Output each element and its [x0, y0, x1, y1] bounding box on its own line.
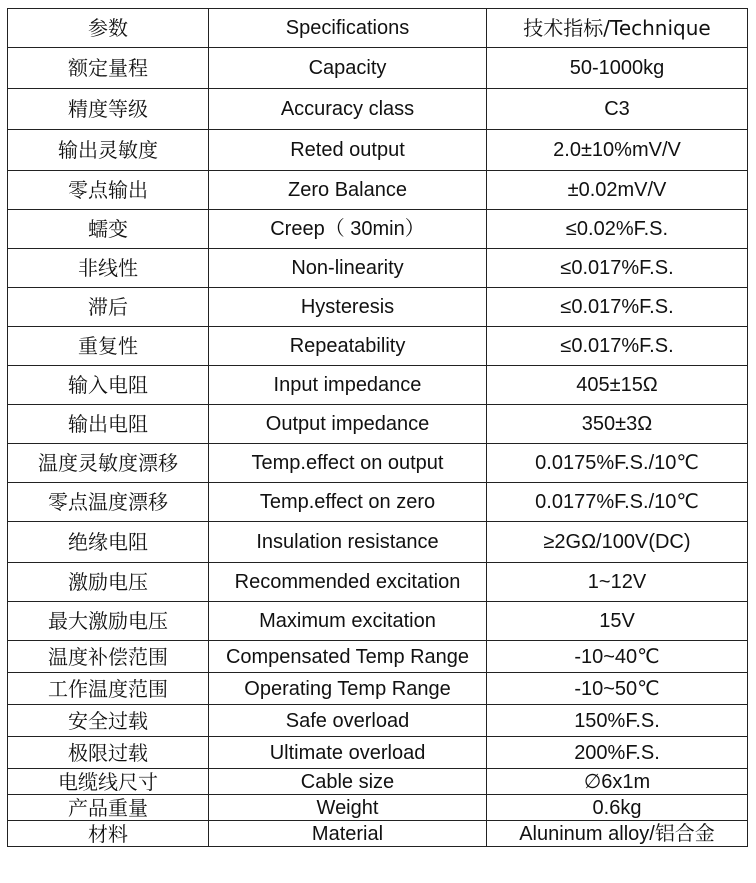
value-cell: -10~40℃ — [487, 641, 748, 673]
value-cell: 200%F.S. — [487, 737, 748, 769]
value-cell: ≤0.02%F.S. — [487, 210, 748, 249]
table-row — [8, 89, 748, 130]
spec-cell: Temp.effect on output — [209, 444, 487, 483]
param-cell: 温度灵敏度漂移 — [8, 444, 209, 483]
value-cell: ≤0.017%F.S. — [487, 249, 748, 288]
value-cell: 1~12V — [487, 563, 748, 602]
table-row — [8, 769, 748, 795]
spec-cell: Non-linearity — [209, 249, 487, 288]
spec-cell: Cable size — [209, 769, 487, 795]
spec-cell: Reted output — [209, 130, 487, 171]
param-cell: 激励电压 — [8, 563, 209, 602]
param-cell: 材料 — [8, 821, 209, 847]
table-row — [8, 795, 748, 821]
param-cell: 安全过载 — [8, 705, 209, 737]
table-row — [8, 602, 748, 641]
param-cell: 滞后 — [8, 288, 209, 327]
param-cell: 温度补偿范围 — [8, 641, 209, 673]
value-cell: 0.6kg — [487, 795, 748, 821]
value-cell: ≥2GΩ/100V(DC) — [487, 522, 748, 563]
value-cell: 15V — [487, 602, 748, 641]
table-row — [8, 821, 748, 847]
table-row — [8, 737, 748, 769]
table-row — [8, 288, 748, 327]
value-cell: 0.0177%F.S./10℃ — [487, 483, 748, 522]
table-row — [8, 366, 748, 405]
table-row — [8, 483, 748, 522]
param-cell: 工作温度范围 — [8, 673, 209, 705]
header-technique: 技术指标/Technique — [487, 9, 748, 48]
spec-table — [7, 8, 748, 847]
param-cell: 输入电阻 — [8, 366, 209, 405]
param-cell: 零点输出 — [8, 171, 209, 210]
param-cell: 产品重量 — [8, 795, 209, 821]
table-row — [8, 673, 748, 705]
spec-cell: Recommended excitation — [209, 563, 487, 602]
param-cell: 重复性 — [8, 327, 209, 366]
param-cell: 最大激励电压 — [8, 602, 209, 641]
value-cell: 2.0±10%mV/V — [487, 130, 748, 171]
value-cell: 50-1000kg — [487, 48, 748, 89]
param-cell: 极限过载 — [8, 737, 209, 769]
spec-cell: Accuracy class — [209, 89, 487, 130]
value-cell: ±0.02mV/V — [487, 171, 748, 210]
table-row — [8, 705, 748, 737]
table-row — [8, 210, 748, 249]
spec-cell: Temp.effect on zero — [209, 483, 487, 522]
spec-cell: Input impedance — [209, 366, 487, 405]
param-cell: 蠕变 — [8, 210, 209, 249]
spec-cell: Safe overload — [209, 705, 487, 737]
spec-cell: Weight — [209, 795, 487, 821]
header-param: 参数 — [8, 9, 209, 48]
table-row — [8, 130, 748, 171]
spec-cell: Maximum excitation — [209, 602, 487, 641]
param-cell: 额定量程 — [8, 48, 209, 89]
spec-cell: Material — [209, 821, 487, 847]
table-row — [8, 48, 748, 89]
spec-table-body — [8, 9, 748, 847]
value-cell: 350±3Ω — [487, 405, 748, 444]
spec-cell: Ultimate overload — [209, 737, 487, 769]
spec-cell: Compensated Temp Range — [209, 641, 487, 673]
value-cell: C3 — [487, 89, 748, 130]
table-row — [8, 249, 748, 288]
spec-cell: Zero Balance — [209, 171, 487, 210]
spec-cell: Repeatability — [209, 327, 487, 366]
spec-cell: Operating Temp Range — [209, 673, 487, 705]
param-cell: 电缆线尺寸 — [8, 769, 209, 795]
param-cell: 非线性 — [8, 249, 209, 288]
table-row — [8, 444, 748, 483]
spec-cell: Capacity — [209, 48, 487, 89]
table-row — [8, 327, 748, 366]
value-cell: 0.0175%F.S./10℃ — [487, 444, 748, 483]
spec-cell: Hysteresis — [209, 288, 487, 327]
param-cell: 零点温度漂移 — [8, 483, 209, 522]
param-cell: 精度等级 — [8, 89, 209, 130]
param-cell: 绝缘电阻 — [8, 522, 209, 563]
spec-cell: Output impedance — [209, 405, 487, 444]
param-cell: 输出电阻 — [8, 405, 209, 444]
table-row — [8, 563, 748, 602]
value-cell: ≤0.017%F.S. — [487, 327, 748, 366]
table-row — [8, 522, 748, 563]
table-header-row — [8, 9, 748, 48]
value-cell: 405±15Ω — [487, 366, 748, 405]
table-row — [8, 405, 748, 444]
value-cell: -10~50℃ — [487, 673, 748, 705]
table-row — [8, 641, 748, 673]
value-cell: 150%F.S. — [487, 705, 748, 737]
value-cell: ∅6x1m — [487, 769, 748, 795]
spec-cell: Insulation resistance — [209, 522, 487, 563]
table-row — [8, 171, 748, 210]
param-cell: 输出灵敏度 — [8, 130, 209, 171]
value-cell: Aluninum alloy/铝合金 — [487, 821, 748, 847]
spec-cell: Creep（ 30min） — [209, 210, 487, 249]
value-cell: ≤0.017%F.S. — [487, 288, 748, 327]
header-specifications: Specifications — [209, 9, 487, 48]
